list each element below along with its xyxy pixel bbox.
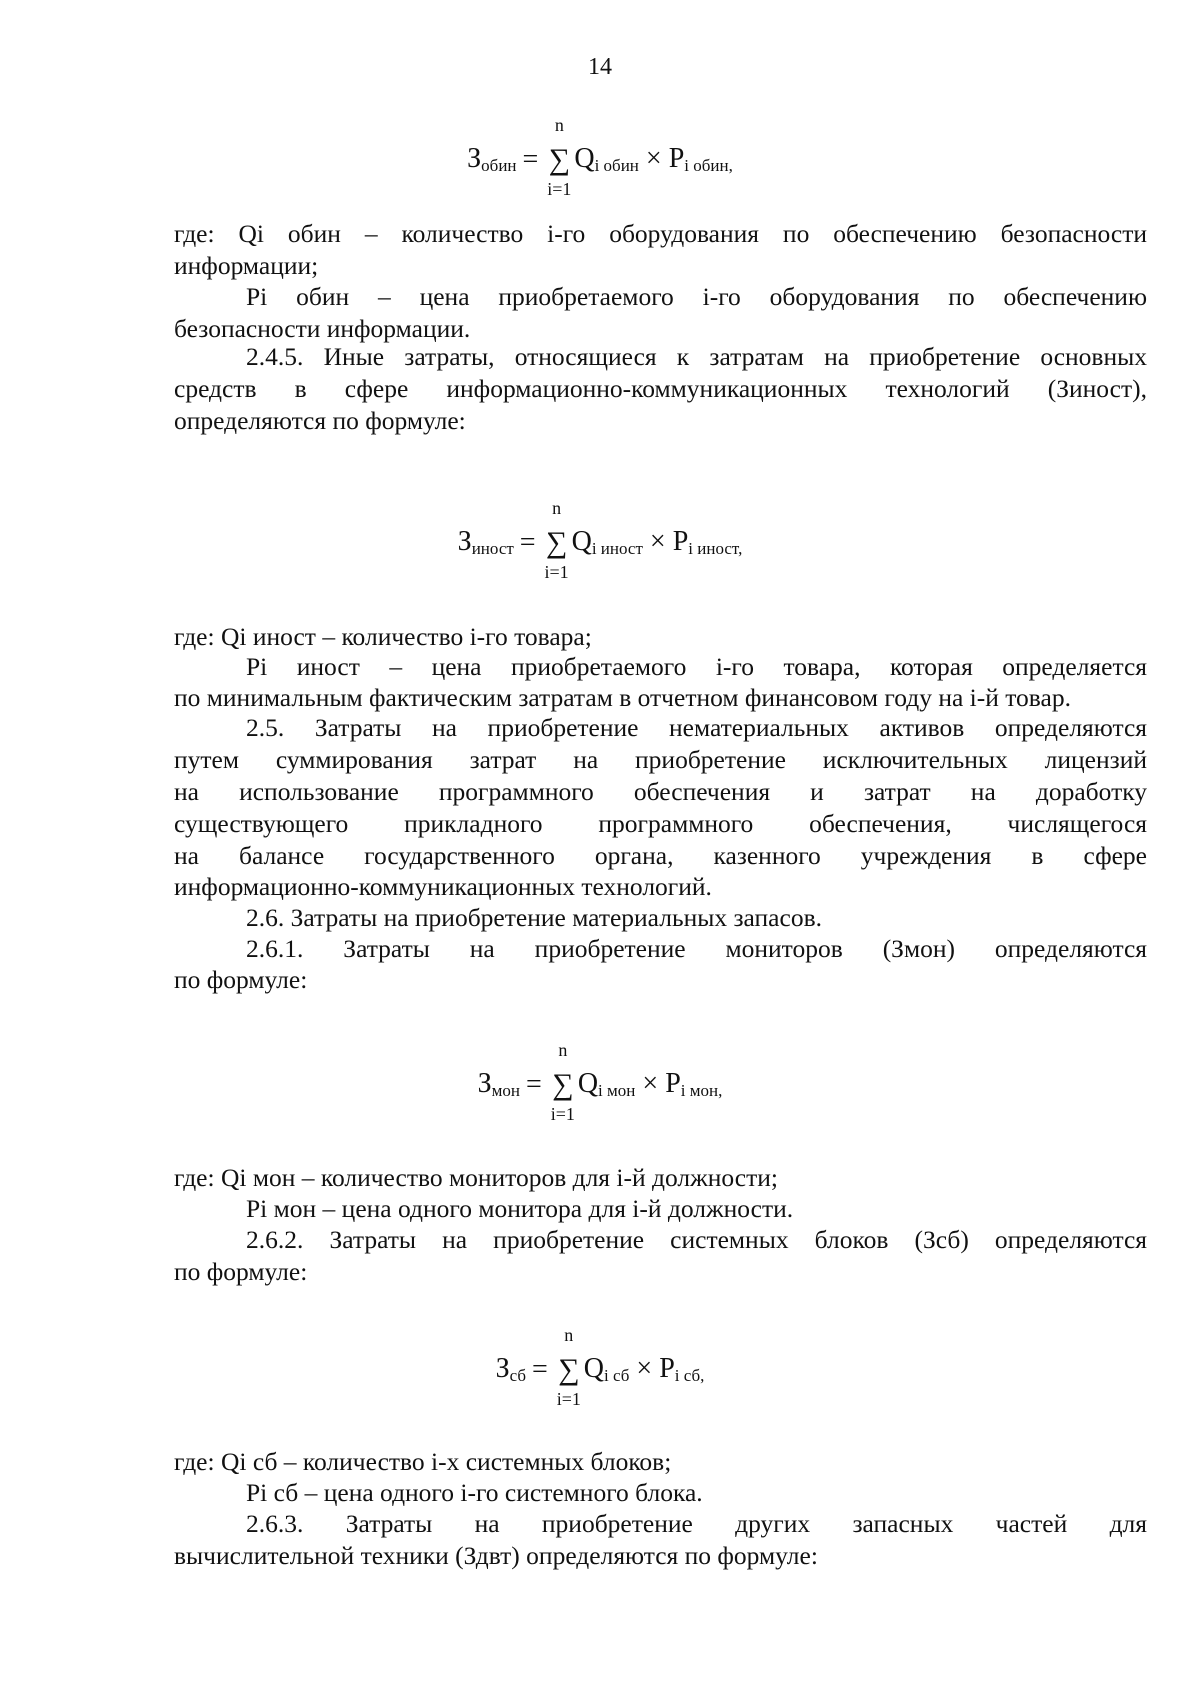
text-line: 2.6.3. Затраты на приобретение других запасных частей для (246, 1509, 1147, 1538)
sum-operator: n ∑ i=1 (544, 497, 569, 582)
formula-rhs: $Q_{i обин} \times P_{i обин,}$ (574, 143, 733, 176)
formula-sb: $З_{сб}$ = n ∑ i=1 $Q_{i сб} \times P_{i сб,}$ (495, 1324, 705, 1409)
text-line: информации; (174, 251, 319, 280)
text-line: путем суммирования затрат на приобретение исключительных лицензий (174, 745, 1147, 774)
sum-operator: n ∑ i=1 (547, 114, 572, 199)
formula-lhs: $З_{мон}$ (477, 1068, 521, 1101)
formula-lhs: $З_{обин}$ (467, 143, 517, 176)
text-line: где: Qi иност – количество i-го товара; (174, 622, 592, 651)
sum-operator: n ∑ i=1 (550, 1039, 575, 1124)
text-line: Pi мон – цена одного монитора для i-й должности. (246, 1194, 794, 1223)
text-line: Pi обин – цена приобретаемого i-го оборудования по обеспечению (246, 282, 1147, 311)
text-line: по формуле: (174, 1257, 308, 1286)
text-line: по формуле: (174, 965, 308, 994)
text-line: безопасности информации. (174, 314, 471, 343)
text-line: Pi иност – цена приобретаемого i-го товара, которая определяется (246, 652, 1147, 681)
formula-lhs: $З_{иност}$ (457, 526, 514, 559)
formula-obin: $З_{обин}$ = n ∑ i=1 $Q_{i обин} \times P_{i обин,}$ (467, 114, 733, 199)
text-line: на использование программного обеспечения и затрат на доработку (174, 777, 1147, 806)
formula-mon: $З_{мон}$ = n ∑ i=1 $Q_{i мон} \times P_{i мон,}$ (477, 1039, 723, 1124)
formula-inost: $З_{иност}$ = n ∑ i=1 $Q_{i иност} \times P_{i иност,}$ (457, 497, 743, 582)
text-line: по минимальным фактическим затратам в отчетном финансовом году на i-й товар. (174, 683, 1071, 712)
text-line: 2.6.2. Затраты на приобретение системных блоков (Зсб) определяются (246, 1225, 1147, 1254)
formula-rhs: $Q_{i сб} \times P_{i сб,}$ (583, 1353, 705, 1386)
text-line: 2.5. Затраты на приобретение нематериальных активов определяются (246, 713, 1147, 742)
page-number: 14 (588, 54, 612, 80)
text-line: вычислительной техники (Здвт) определяются по формуле: (174, 1541, 818, 1570)
sum-operator: n ∑ i=1 (556, 1324, 581, 1409)
text-line: где: Qi мон – количество мониторов для i-й должности; (174, 1163, 778, 1192)
text-line: на балансе государственного органа, казенного учреждения в сфере (174, 841, 1147, 870)
text-line: 2.6.1. Затраты на приобретение мониторов (Змон) определяются (246, 934, 1147, 963)
text-line: где: Qi сб – количество i-х системных блоков; (174, 1447, 672, 1476)
text-line: определяются по формуле: (174, 406, 466, 435)
text-line: информационно-коммуникационных технологий. (174, 872, 712, 901)
formula-rhs: $Q_{i иност} \times P_{i иност,}$ (571, 526, 743, 559)
text-line: где: Qi обин – количество i-го оборудования по обеспечению безопасности (174, 219, 1147, 248)
text-line: средств в сфере информационно-коммуникационных технологий (Зиност), (174, 374, 1147, 403)
text-line: существующего прикладного программного обеспечения, числящегося (174, 809, 1147, 838)
text-line: 2.4.5. Иные затраты, относящиеся к затратам на приобретение основных (246, 342, 1147, 371)
formula-rhs: $Q_{i мон} \times P_{i мон,}$ (577, 1068, 723, 1101)
text-line: 2.6. Затраты на приобретение материальных запасов. (246, 903, 822, 932)
text-line: Pi сб – цена одного i-го системного блока. (246, 1478, 703, 1507)
formula-lhs: $З_{сб}$ (495, 1353, 526, 1386)
